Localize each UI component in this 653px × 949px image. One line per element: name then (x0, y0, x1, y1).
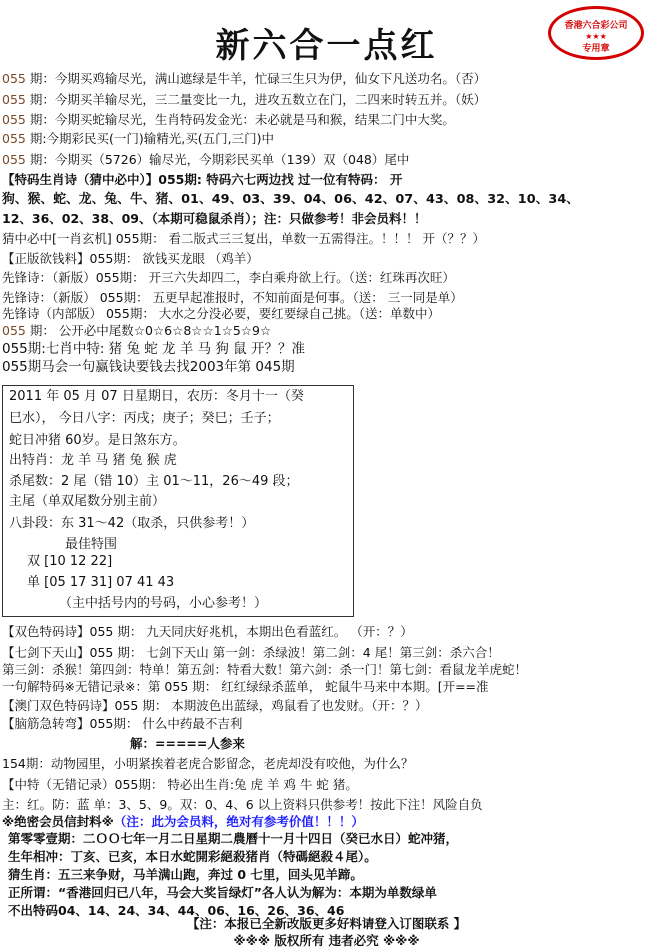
text-line-15: 055期:七肖中特: 猪 兔 蛇 龙 羊 马 狗 鼠 开？？准 (2, 341, 305, 357)
stamp-stars: ★★★ (585, 32, 607, 41)
lower-line-1: 【双色特码诗】055 期： 九天同庆好兆机，本期出色看蓝红。 （开：？） (2, 624, 413, 639)
text-line-8: 12、36、02、38、09、（本期可稳鼠杀肖）；注：只做参考！非会员料！！ (2, 211, 427, 226)
text-line-10: 【正版欲钱料】055期： 欲钱买龙眼 （鸡羊） (2, 251, 259, 266)
box-line-10: 单 [05 17 31] 07 41 43 (27, 575, 175, 590)
text-line-11: 先锋诗：（新版）055期： 开三六失却四二，李白乘舟欲上行。（送：红珠再次旺） (2, 270, 455, 285)
secret-line-2: 生年相冲：丁亥、已亥，本日水蛇開彩絕殺猪肖（特碼絕殺４尾）。 (8, 849, 377, 864)
box-line-2: 巳水）， 今日八字：丙戌；庚子；癸巳；壬子； (9, 411, 280, 426)
text-line-3: 055 期：今期买蛇输尽光，生肖特码发金光：未必就是马和猴，结果二门中大奖。 (2, 112, 455, 127)
secret-line-1: 第零零壹期：二ＯＯ七年一月二日星期二農曆十一月十四日（癸已水日）蛇冲猪， (8, 831, 459, 846)
lower-line-3: 第三剑：杀猴！第四剑：特单！第五剑：特看大数！第六剑：杀一门！第七剑：看鼠龙羊虎蛇！ (2, 662, 528, 677)
secret-header: ※绝密会员信封料※（注：此为会员料，绝对有参考价值！！！） (2, 814, 364, 829)
lower-line-4: 一句解特码※无错记录※：第 055 期： 红红绿绿杀蓝单， 蛇鼠牛马来中本期。[开==准 (2, 679, 489, 694)
box-line-6: 主尾（单双尾数分别主前） (9, 494, 166, 509)
box-line-4: 出特肖：龙 羊 马 猪 兔 猴 虎 (9, 453, 177, 468)
text-line-4: 055 期:今期彩民买(一门)输精光,买(五门,三门)中 (2, 131, 274, 146)
stamp-top-text: 香港六合彩公司 (564, 21, 628, 31)
lower-line-9: 【中特（无错记录）055期： 特必出生肖:兔 虎 羊 鸡 牛 蛇 猪。 (2, 777, 358, 792)
footer-notice: 【注：本报已全新改版更多好料请登入订图联系 】 (186, 916, 467, 931)
text-line-9: 猜中必中[一肖玄机] 055期： 看二版式三三复出，单数一五需得注。！！！ 开（？？） (2, 231, 486, 246)
text-line-12: 先锋诗：（新版） 055期： 五更早起准报时，不知前面是何事。（送： 三一同是单） (2, 290, 463, 305)
almanac-box (2, 385, 354, 617)
lower-line-10: 主：红。防：蓝 单：3、5、9。双：0、4、6 以上资料只供参考！按此下注！风险自负 (2, 797, 483, 812)
text-line-7: 狗、猴、蛇、龙、兔、牛、猪、01、49、03、39、04、06、42、07、43、08、32、10、34、 (2, 192, 580, 207)
text-line-14: 055 期： 公开必中尾数☆0☆6☆8☆☆1☆5☆9☆ (2, 323, 272, 338)
secret-line-5: 不出特码04、14、24、34、44、06、16、26、36、46 (8, 903, 345, 918)
box-line-5: 杀尾数：2 尾（错 10）主 01～11，26～49 段； (9, 474, 299, 489)
box-line-8: 最佳特围 (65, 537, 118, 552)
text-line-2: 055 期：今期买羊输尽光，三二量变比一九，进攻五数立在门，二四来时转五并。（妖） (2, 92, 487, 107)
lower-line-8: 154期：动物园里，小明紧挨着老虎合影留念，老虎却没有咬他，为什么？ (2, 756, 414, 771)
box-line-1: 2011 年 05 月 07 日星期日，农历：冬月十一（癸 (9, 389, 304, 404)
page-title: 新六合一点红 (215, 26, 438, 66)
secret-line-4: 正所谓：“香港回归已八年，马会大奖旨绿灯”各人认为解为：本期为单数绿单 (8, 885, 437, 900)
lower-line-6: 【脑筋急转弯】055期： 什么中药最不吉利 (2, 716, 243, 731)
seal-stamp (548, 6, 644, 60)
box-line-9: 双 [10 12 22] (27, 554, 113, 569)
stamp-bottom-text: 专用章 (582, 44, 610, 54)
text-line-1: 055 期：今期买鸡输尽光，满山遮绿是牛羊，忙碌三生只为伊，仙女下凡送功名。（否） (2, 71, 487, 86)
riddle-answer: 解：=====人参来 (130, 736, 245, 751)
box-line-7: 八卦段：东 31～42（取杀，只供参考！） (9, 516, 255, 531)
secret-line-3: 猜生肖：五三来争财，马羊满山跑，奔过 0 七里，回头见羊蹄。 (8, 867, 363, 882)
box-line-3: 蛇日冲猪 60岁。是日煞东方。 (9, 433, 186, 448)
text-line-13: 先锋诗（内部版） 055期： 大水之分没必要，要红要绿自己挑。（送：单数中） (2, 306, 441, 321)
lower-line-2: 【七剑下天山】055 期： 七剑下天山 第一剑：杀绿波！第二剑：4 尾！第三剑：杀六合！ (2, 645, 500, 660)
lower-line-5: 【澳门双色特码诗】055 期： 本期波色出蓝绿，鸡鼠看了也发财。（开：？） (2, 698, 428, 713)
footer-copyright: ※※※ 版权所有 违者必究 ※※※ (233, 933, 420, 948)
box-line-11: （主中括号内的号码，小心参考！） (59, 596, 268, 611)
text-line-5: 055 期：今期买（5726）输尽光，今期彩民买单（139）双（048）尾中 (2, 152, 410, 167)
text-line-16: 055期马会一句赢钱诀要钱去找2003年第 045期 (2, 359, 295, 375)
text-line-6: 【特码生肖诗（猜中必中）】055期: 特码六七两边找 过一位有特码： 开 (2, 172, 403, 187)
